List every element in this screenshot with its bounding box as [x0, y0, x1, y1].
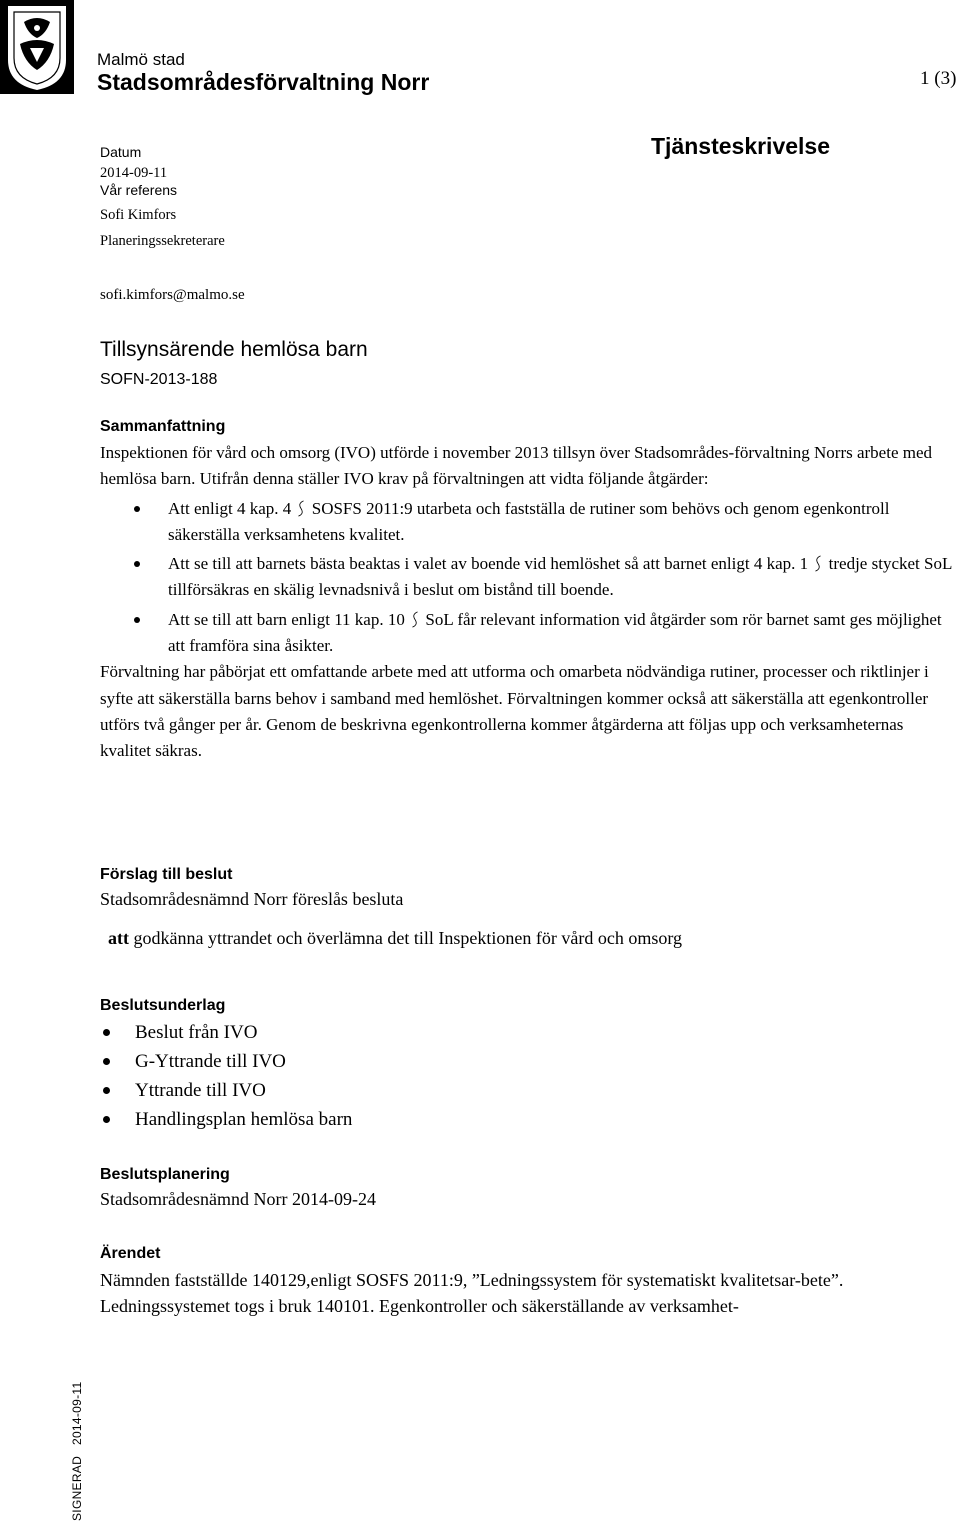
section-sign-icon	[812, 555, 824, 572]
list-item	[100, 1047, 352, 1076]
page-number: 1 (3)	[920, 68, 957, 89]
bullet-text-a: Att se till att barnets bästa beaktas i valet av boende vid hemlöshet så att barnet enligt 4 kap. 1	[168, 554, 813, 574]
bullet-icon	[103, 1087, 110, 1094]
att-word: att	[108, 928, 129, 948]
bullet-icon	[103, 1058, 110, 1065]
org-city: Malmö stad	[97, 50, 185, 69]
org-department: Stadsområdesförvaltning Norr	[97, 69, 430, 95]
basis-list	[100, 1018, 352, 1134]
date-value: 2014-09-11	[100, 164, 168, 181]
summary-bullets	[100, 496, 955, 660]
bullet-text-a: Att se till att barn enligt 11 kap. 10	[168, 609, 410, 629]
bullet-icon	[103, 1116, 110, 1123]
att-text: godkänna yttrandet och överlämna det till Inspektionen för vård och omsorg	[129, 928, 683, 948]
author-name: Sofi Kimfors	[100, 206, 177, 223]
case-number: SOFN-2013-188	[100, 371, 218, 388]
document-type: Tjänsteskrivelse	[651, 133, 831, 159]
signed-date: 2014-09-11	[70, 1381, 84, 1446]
section-sign-icon	[409, 611, 421, 628]
bullet-text-b: tredje stycket SoL tillförsäkras en skälig levnadsnivå i beslut om bistånd till boende.	[168, 554, 952, 600]
signed-label: SIGNERAD	[70, 1455, 84, 1521]
bullet-icon	[134, 617, 140, 623]
planning-text: Stadsområdesnämnd Norr 2014-09-24	[100, 1189, 376, 1209]
list-item	[100, 551, 955, 604]
summary-intro: Inspektionen för vård och omsorg (IVO) utförde i november 2013 tillsyn över Stadsområdes-förvaltning Norrs arbete med hemlösa barn. Utifrån denna ställer IVO krav på förvaltningen att vidta följande åtgärder:	[100, 443, 933, 489]
date-label: Datum	[100, 144, 142, 160]
matter-heading: Ärendet	[100, 1245, 161, 1262]
basis-item-label: G-Yttrande till IVO	[135, 1051, 286, 1072]
bullet-text-b: SoL får relevant information vid åtgärder som rör barnet samt ges möjlighet att framföra sina åsikter.	[168, 609, 942, 656]
list-item	[100, 1076, 352, 1105]
list-item	[100, 607, 955, 660]
basis-item-label: Beslut från IVO	[135, 1022, 258, 1043]
malmo-logo	[0, 0, 74, 94]
author-role: Planeringssekreterare	[100, 233, 225, 249]
bullet-icon	[134, 561, 140, 567]
proposal-heading: Förslag till beslut	[100, 866, 233, 883]
proposal-line: Stadsområdesnämnd Norr föreslås besluta	[100, 889, 404, 909]
document-meta	[100, 140, 225, 254]
matter-text: Nämnden fastställde 140129,enligt SOSFS 2011:9, ”Ledningssystem för systematiskt kvalitetsar-bete”. Ledningssystemet togs i bruk 140101. Egenkontroller och säkerställande av verksamhet-	[100, 1270, 844, 1316]
bullet-icon	[134, 506, 140, 512]
summary-section	[100, 440, 953, 765]
planning-heading: Beslutsplanering	[100, 1166, 230, 1183]
basis-heading: Beslutsunderlag	[100, 997, 226, 1014]
list-item	[100, 1018, 352, 1047]
summary-heading: Sammanfattning	[100, 418, 226, 435]
document-title: Tillsynsärende hemlösa barn	[100, 338, 368, 361]
basis-item-label: Yttrande till IVO	[135, 1080, 266, 1101]
summary-paragraph: Förvaltning har påbörjat ett omfattande arbete med att utforma och omarbeta nödvändiga rutiner, processer och riktlinjer i syfte att säkerställa barns behov i samband med hemlöshet. Förvaltningen kommer också att säkerställa att egenkontroller utförs två gånger per år. Genom de beskrivna egenkontrollerna kommer åtgärderna att följas upp och verksamheternas kvalitet säkras.	[100, 662, 929, 761]
bullet-text-b: SOSFS 2011:9 utarbeta och fastställa de rutiner som behövs och genom egenkontroll säkerställa verksamhetens kvalitet.	[168, 498, 890, 544]
basis-item-label: Handlingsplan hemlösa barn	[135, 1109, 353, 1130]
bullet-text-a: Att enligt 4 kap. 4	[168, 498, 296, 518]
list-item	[100, 496, 955, 549]
author-email: sofi.kimfors@malmo.se	[100, 287, 245, 303]
list-item	[100, 1105, 352, 1134]
section-sign-icon	[295, 500, 307, 517]
bullet-icon	[103, 1029, 110, 1036]
signed-stamp	[70, 1382, 84, 1521]
proposal-att	[108, 928, 682, 949]
reference-label: Vår referens	[100, 182, 178, 198]
